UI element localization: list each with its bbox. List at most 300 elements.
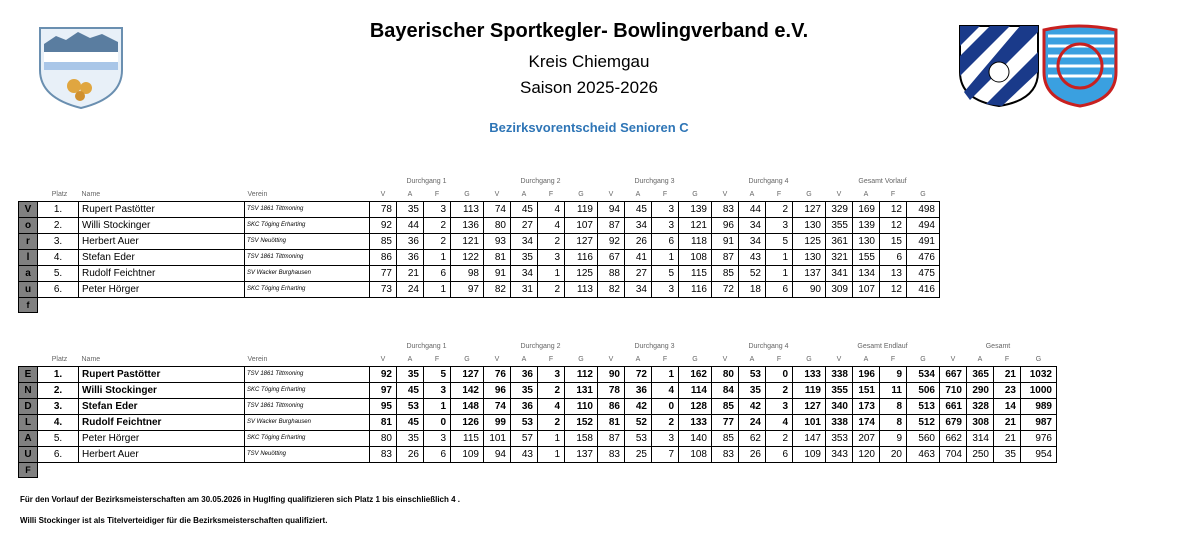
side-letter: V — [19, 202, 38, 218]
column-header-sub: A — [749, 191, 755, 198]
score-cell: 23 — [994, 383, 1021, 399]
group-label: Durchgang 4 — [748, 178, 789, 185]
place-cell: 2. — [38, 383, 79, 399]
score-cell: 309 — [826, 282, 853, 298]
group-label: Durchgang 4 — [748, 343, 789, 350]
score-cell: 62 — [739, 431, 766, 447]
group-label: Gesamt Endlauf — [857, 343, 908, 350]
score-cell: 80 — [370, 431, 397, 447]
score-cell: 53 — [625, 431, 652, 447]
score-cell: 72 — [712, 282, 739, 298]
score-cell: 4 — [538, 218, 565, 234]
score-cell: 2 — [424, 234, 451, 250]
score-cell: 5 — [424, 367, 451, 383]
score-cell: 85 — [712, 399, 739, 415]
score-cell: 44 — [739, 202, 766, 218]
score-cell: 463 — [907, 447, 940, 463]
score-cell: 1 — [424, 250, 451, 266]
score-cell: 83 — [370, 447, 397, 463]
place-cell: 3. — [38, 399, 79, 415]
score-cell: 57 — [511, 431, 538, 447]
column-header-sub: V — [494, 356, 500, 363]
score-cell: 4 — [538, 399, 565, 415]
player-name: Stefan Eder — [79, 250, 245, 266]
score-cell: 127 — [793, 202, 826, 218]
side-letter: L — [19, 415, 38, 431]
score-cell: 96 — [484, 383, 511, 399]
column-header-sub: G — [692, 191, 698, 198]
score-cell: 120 — [853, 447, 880, 463]
score-cell: 162 — [679, 367, 712, 383]
score-cell: 1 — [538, 431, 565, 447]
table-row — [19, 202, 940, 218]
score-cell: 34 — [625, 282, 652, 298]
score-cell: 45 — [397, 415, 424, 431]
table-row — [19, 266, 940, 282]
place-cell: 2. — [38, 218, 79, 234]
score-cell: 2 — [424, 218, 451, 234]
score-cell: 91 — [712, 234, 739, 250]
score-cell: 494 — [907, 218, 940, 234]
score-cell: 6 — [424, 447, 451, 463]
score-cell: 98 — [451, 266, 484, 282]
player-name: Herbert Auer — [79, 447, 245, 463]
score-cell: 72 — [625, 367, 652, 383]
score-cell: 2 — [538, 383, 565, 399]
table-row — [19, 367, 1057, 383]
score-cell: 667 — [940, 367, 967, 383]
club-name: TSV 1861 Tittmoning — [245, 367, 370, 383]
score-cell: 44 — [397, 218, 424, 234]
score-cell: 95 — [370, 399, 397, 415]
place-cell: 1. — [38, 202, 79, 218]
score-cell: 328 — [967, 399, 994, 415]
score-cell: 85 — [370, 234, 397, 250]
score-cell: 43 — [739, 250, 766, 266]
score-cell: 3 — [766, 399, 793, 415]
score-cell: 114 — [679, 383, 712, 399]
score-cell: 42 — [739, 399, 766, 415]
score-cell: 92 — [598, 234, 625, 250]
score-cell: 80 — [484, 218, 511, 234]
score-cell: 148 — [451, 399, 484, 415]
table-row — [19, 250, 940, 266]
column-header-sub: V — [722, 191, 728, 198]
score-cell: 343 — [826, 447, 853, 463]
score-cell: 1 — [538, 447, 565, 463]
score-cell: 35 — [397, 431, 424, 447]
column-header-sub: F — [434, 191, 440, 198]
score-cell: 27 — [625, 266, 652, 282]
score-cell: 139 — [853, 218, 880, 234]
score-cell: 82 — [598, 282, 625, 298]
score-cell: 498 — [907, 202, 940, 218]
score-cell: 13 — [880, 266, 907, 282]
score-cell: 0 — [766, 367, 793, 383]
score-cell: 416 — [907, 282, 940, 298]
score-cell: 8 — [880, 415, 907, 431]
score-cell: 131 — [565, 383, 598, 399]
score-cell: 90 — [598, 367, 625, 383]
side-letter: N — [19, 383, 38, 399]
score-cell: 35 — [511, 383, 538, 399]
score-cell: 133 — [793, 367, 826, 383]
score-cell: 15 — [880, 234, 907, 250]
score-cell: 8 — [880, 399, 907, 415]
score-cell: 174 — [853, 415, 880, 431]
column-header-sub: V — [380, 191, 386, 198]
side-letter: a — [19, 266, 38, 282]
score-cell: 0 — [424, 415, 451, 431]
place-cell: 3. — [38, 234, 79, 250]
side-letter: r — [19, 234, 38, 250]
place-cell: 4. — [38, 415, 79, 431]
side-letter: F — [19, 463, 38, 478]
column-header-club: Verein — [247, 356, 268, 363]
score-cell: 113 — [565, 282, 598, 298]
score-cell: 133 — [679, 415, 712, 431]
column-header-sub: A — [407, 191, 413, 198]
score-cell: 130 — [793, 250, 826, 266]
player-name: Peter Hörger — [79, 431, 245, 447]
player-name: Willi Stockinger — [79, 383, 245, 399]
club-name: TSV 1861 Tittmoning — [245, 202, 370, 218]
score-cell: 110 — [565, 399, 598, 415]
score-cell: 6 — [424, 266, 451, 282]
score-cell: 81 — [484, 250, 511, 266]
score-cell: 3 — [652, 282, 679, 298]
column-header-sub: A — [521, 191, 527, 198]
club-name: TSV Neuötting — [245, 234, 370, 250]
score-cell: 107 — [853, 282, 880, 298]
score-cell: 97 — [451, 282, 484, 298]
score-cell: 130 — [853, 234, 880, 250]
side-letter: E — [19, 367, 38, 383]
club-name: TSV 1861 Tittmoning — [245, 250, 370, 266]
score-cell: 12 — [880, 218, 907, 234]
score-cell: 82 — [484, 282, 511, 298]
score-cell: 679 — [940, 415, 967, 431]
score-cell: 85 — [712, 266, 739, 282]
place-cell: 1. — [38, 367, 79, 383]
score-cell: 121 — [679, 218, 712, 234]
event-title: Bezirksvorentscheid Senioren C — [489, 120, 689, 135]
column-header-sub: V — [608, 356, 614, 363]
score-cell: 96 — [712, 218, 739, 234]
column-header-place: Platz — [51, 356, 68, 363]
score-cell: 2 — [538, 415, 565, 431]
score-cell: 53 — [739, 367, 766, 383]
score-cell: 108 — [679, 447, 712, 463]
score-cell: 53 — [511, 415, 538, 431]
score-cell: 18 — [739, 282, 766, 298]
score-cell: 116 — [679, 282, 712, 298]
score-cell: 121 — [451, 234, 484, 250]
score-cell: 125 — [793, 234, 826, 250]
score-cell: 314 — [967, 431, 994, 447]
score-cell: 137 — [793, 266, 826, 282]
score-cell: 35 — [511, 250, 538, 266]
score-cell: 109 — [793, 447, 826, 463]
club-name: TSV 1861 Tittmoning — [245, 399, 370, 415]
table-row — [19, 282, 940, 298]
score-cell: 87 — [712, 250, 739, 266]
column-header-sub: A — [407, 356, 413, 363]
place-cell: 6. — [38, 282, 79, 298]
score-cell: 137 — [565, 447, 598, 463]
group-label: Gesamt — [985, 343, 1011, 350]
score-cell: 140 — [679, 431, 712, 447]
column-header-sub: F — [548, 356, 554, 363]
player-name: Willi Stockinger — [79, 218, 245, 234]
score-cell: 35 — [739, 383, 766, 399]
score-cell: 989 — [1021, 399, 1057, 415]
score-cell: 87 — [598, 431, 625, 447]
score-cell: 341 — [826, 266, 853, 282]
club-name: SKC Töging Erharting — [245, 383, 370, 399]
score-cell: 2 — [538, 234, 565, 250]
score-cell: 3 — [424, 202, 451, 218]
score-cell: 14 — [994, 399, 1021, 415]
score-cell: 1 — [652, 250, 679, 266]
score-cell: 136 — [451, 218, 484, 234]
player-name: Herbert Auer — [79, 234, 245, 250]
group-label: Durchgang 3 — [634, 343, 675, 350]
column-header-sub: F — [890, 191, 896, 198]
score-cell: 9 — [880, 431, 907, 447]
score-cell: 35 — [397, 202, 424, 218]
score-cell: 338 — [826, 367, 853, 383]
table-row — [19, 383, 1057, 399]
score-cell: 24 — [397, 282, 424, 298]
score-cell: 987 — [1021, 415, 1057, 431]
score-cell: 21 — [994, 415, 1021, 431]
group-label: Durchgang 2 — [520, 178, 561, 185]
score-cell: 78 — [598, 383, 625, 399]
place-cell: 5. — [38, 266, 79, 282]
side-letter-row — [19, 463, 1057, 478]
score-cell: 108 — [679, 250, 712, 266]
score-cell: 3 — [766, 218, 793, 234]
score-cell: 662 — [940, 431, 967, 447]
score-cell: 6 — [766, 447, 793, 463]
column-header-club: Verein — [247, 191, 268, 198]
score-cell: 142 — [451, 383, 484, 399]
score-cell: 1 — [652, 367, 679, 383]
score-cell: 11 — [880, 383, 907, 399]
score-cell: 77 — [712, 415, 739, 431]
column-header-sub: V — [950, 356, 956, 363]
player-name: Rupert Pastötter — [79, 367, 245, 383]
score-cell: 1 — [766, 266, 793, 282]
score-cell: 34 — [739, 234, 766, 250]
score-cell: 5 — [766, 234, 793, 250]
score-cell: 3 — [538, 367, 565, 383]
club-name: SKC Töging Erharting — [245, 431, 370, 447]
column-header-sub: F — [434, 356, 440, 363]
score-cell: 88 — [598, 266, 625, 282]
bskv-logos-icon — [956, 22, 1120, 108]
column-header-sub: F — [662, 356, 668, 363]
score-cell: 42 — [625, 399, 652, 415]
score-cell: 107 — [565, 218, 598, 234]
club-name: SV Wacker Burghausen — [245, 266, 370, 282]
score-cell: 43 — [511, 447, 538, 463]
side-letter: D — [19, 399, 38, 415]
score-cell: 36 — [397, 250, 424, 266]
group-header-row — [19, 340, 1057, 353]
vorlauf-table — [18, 175, 940, 313]
score-cell: 34 — [511, 266, 538, 282]
score-cell: 87 — [598, 218, 625, 234]
score-cell: 101 — [484, 431, 511, 447]
club-name: SKC Töging Erharting — [245, 218, 370, 234]
score-cell: 340 — [826, 399, 853, 415]
footer-note-qualification: Für den Vorlauf der Bezirksmeisterschaften am 30.05.2026 in Huglfing qualifizieren sich Platz 1 bis einschließlich 4 . — [20, 495, 460, 504]
score-cell: 119 — [565, 202, 598, 218]
score-cell: 86 — [370, 250, 397, 266]
score-cell: 6 — [652, 234, 679, 250]
column-header-sub: G — [578, 191, 584, 198]
score-cell: 21 — [994, 367, 1021, 383]
column-header-name: Name — [81, 191, 101, 198]
score-cell: 99 — [484, 415, 511, 431]
score-cell: 27 — [511, 218, 538, 234]
group-label: Durchgang 1 — [406, 178, 447, 185]
column-header-sub: A — [635, 356, 641, 363]
score-cell: 81 — [598, 415, 625, 431]
score-cell: 34 — [625, 218, 652, 234]
score-cell: 83 — [712, 447, 739, 463]
score-cell: 308 — [967, 415, 994, 431]
score-cell: 94 — [598, 202, 625, 218]
score-cell: 127 — [793, 399, 826, 415]
score-cell: 97 — [370, 383, 397, 399]
column-header-sub: V — [608, 191, 614, 198]
page-title: Bayerischer Sportkegler- Bowlingverband e.V. — [369, 20, 809, 42]
score-cell: 122 — [451, 250, 484, 266]
score-cell: 2 — [766, 431, 793, 447]
column-header-sub: A — [863, 191, 869, 198]
score-cell: 74 — [484, 399, 511, 415]
score-cell: 1 — [766, 250, 793, 266]
score-cell: 3 — [424, 383, 451, 399]
season-label: Saison 2025-2026 — [519, 78, 658, 97]
score-cell: 126 — [451, 415, 484, 431]
side-letter-row — [19, 298, 940, 313]
column-header-sub: G — [464, 356, 470, 363]
score-cell: 36 — [511, 399, 538, 415]
score-cell: 84 — [712, 383, 739, 399]
score-cell: 3 — [538, 250, 565, 266]
score-cell: 92 — [370, 218, 397, 234]
score-cell: 31 — [511, 282, 538, 298]
score-cell: 81 — [370, 415, 397, 431]
score-cell: 534 — [907, 367, 940, 383]
score-cell: 704 — [940, 447, 967, 463]
score-cell: 12 — [880, 282, 907, 298]
column-header-name: Name — [81, 356, 101, 363]
score-cell: 155 — [853, 250, 880, 266]
score-cell: 1 — [538, 266, 565, 282]
score-cell: 355 — [826, 218, 853, 234]
column-header-sub: G — [806, 191, 812, 198]
score-cell: 53 — [397, 399, 424, 415]
score-cell: 115 — [679, 266, 712, 282]
score-cell: 130 — [793, 218, 826, 234]
score-cell: 250 — [967, 447, 994, 463]
place-cell: 4. — [38, 250, 79, 266]
club-name: TSV Neuötting — [245, 447, 370, 463]
score-cell: 12 — [880, 202, 907, 218]
group-label: Durchgang 1 — [406, 343, 447, 350]
score-cell: 3 — [652, 218, 679, 234]
score-cell: 52 — [739, 266, 766, 282]
score-cell: 1 — [424, 399, 451, 415]
score-cell: 26 — [739, 447, 766, 463]
score-cell: 1000 — [1021, 383, 1057, 399]
score-cell: 26 — [397, 447, 424, 463]
score-cell: 196 — [853, 367, 880, 383]
score-cell: 127 — [451, 367, 484, 383]
group-label: Durchgang 3 — [634, 178, 675, 185]
column-header-sub: V — [722, 356, 728, 363]
player-name: Rudolf Feichtner — [79, 415, 245, 431]
group-label: Gesamt Vorlauf — [858, 178, 907, 185]
place-cell: 5. — [38, 431, 79, 447]
score-cell: 2 — [652, 415, 679, 431]
club-name: SKC Töging Erharting — [245, 282, 370, 298]
score-cell: 661 — [940, 399, 967, 415]
table-row — [19, 431, 1057, 447]
score-cell: 101 — [793, 415, 826, 431]
score-cell: 83 — [712, 202, 739, 218]
side-letter: u — [19, 282, 38, 298]
score-cell: 1032 — [1021, 367, 1057, 383]
column-header-sub: V — [836, 191, 842, 198]
score-cell: 4 — [652, 383, 679, 399]
score-cell: 67 — [598, 250, 625, 266]
score-cell: 173 — [853, 399, 880, 415]
score-cell: 207 — [853, 431, 880, 447]
player-name: Stefan Eder — [79, 399, 245, 415]
score-cell: 93 — [484, 234, 511, 250]
score-cell: 139 — [679, 202, 712, 218]
score-cell: 34 — [739, 218, 766, 234]
column-header-sub: G — [920, 356, 926, 363]
score-cell: 9 — [880, 367, 907, 383]
column-header-sub: G — [1035, 356, 1042, 363]
score-cell: 113 — [451, 202, 484, 218]
score-cell: 25 — [625, 447, 652, 463]
column-header-sub: F — [776, 191, 782, 198]
score-cell: 74 — [484, 202, 511, 218]
score-cell: 36 — [625, 383, 652, 399]
score-cell: 152 — [565, 415, 598, 431]
place-cell: 6. — [38, 447, 79, 463]
score-cell: 1 — [424, 282, 451, 298]
score-cell: 365 — [967, 367, 994, 383]
score-cell: 329 — [826, 202, 853, 218]
player-name: Rupert Pastötter — [79, 202, 245, 218]
score-cell: 83 — [598, 447, 625, 463]
column-header-sub: V — [836, 356, 842, 363]
column-header-sub: V — [380, 356, 386, 363]
score-cell: 710 — [940, 383, 967, 399]
column-header-row — [19, 353, 1057, 367]
column-header-place: Platz — [51, 191, 68, 198]
score-cell: 560 — [907, 431, 940, 447]
